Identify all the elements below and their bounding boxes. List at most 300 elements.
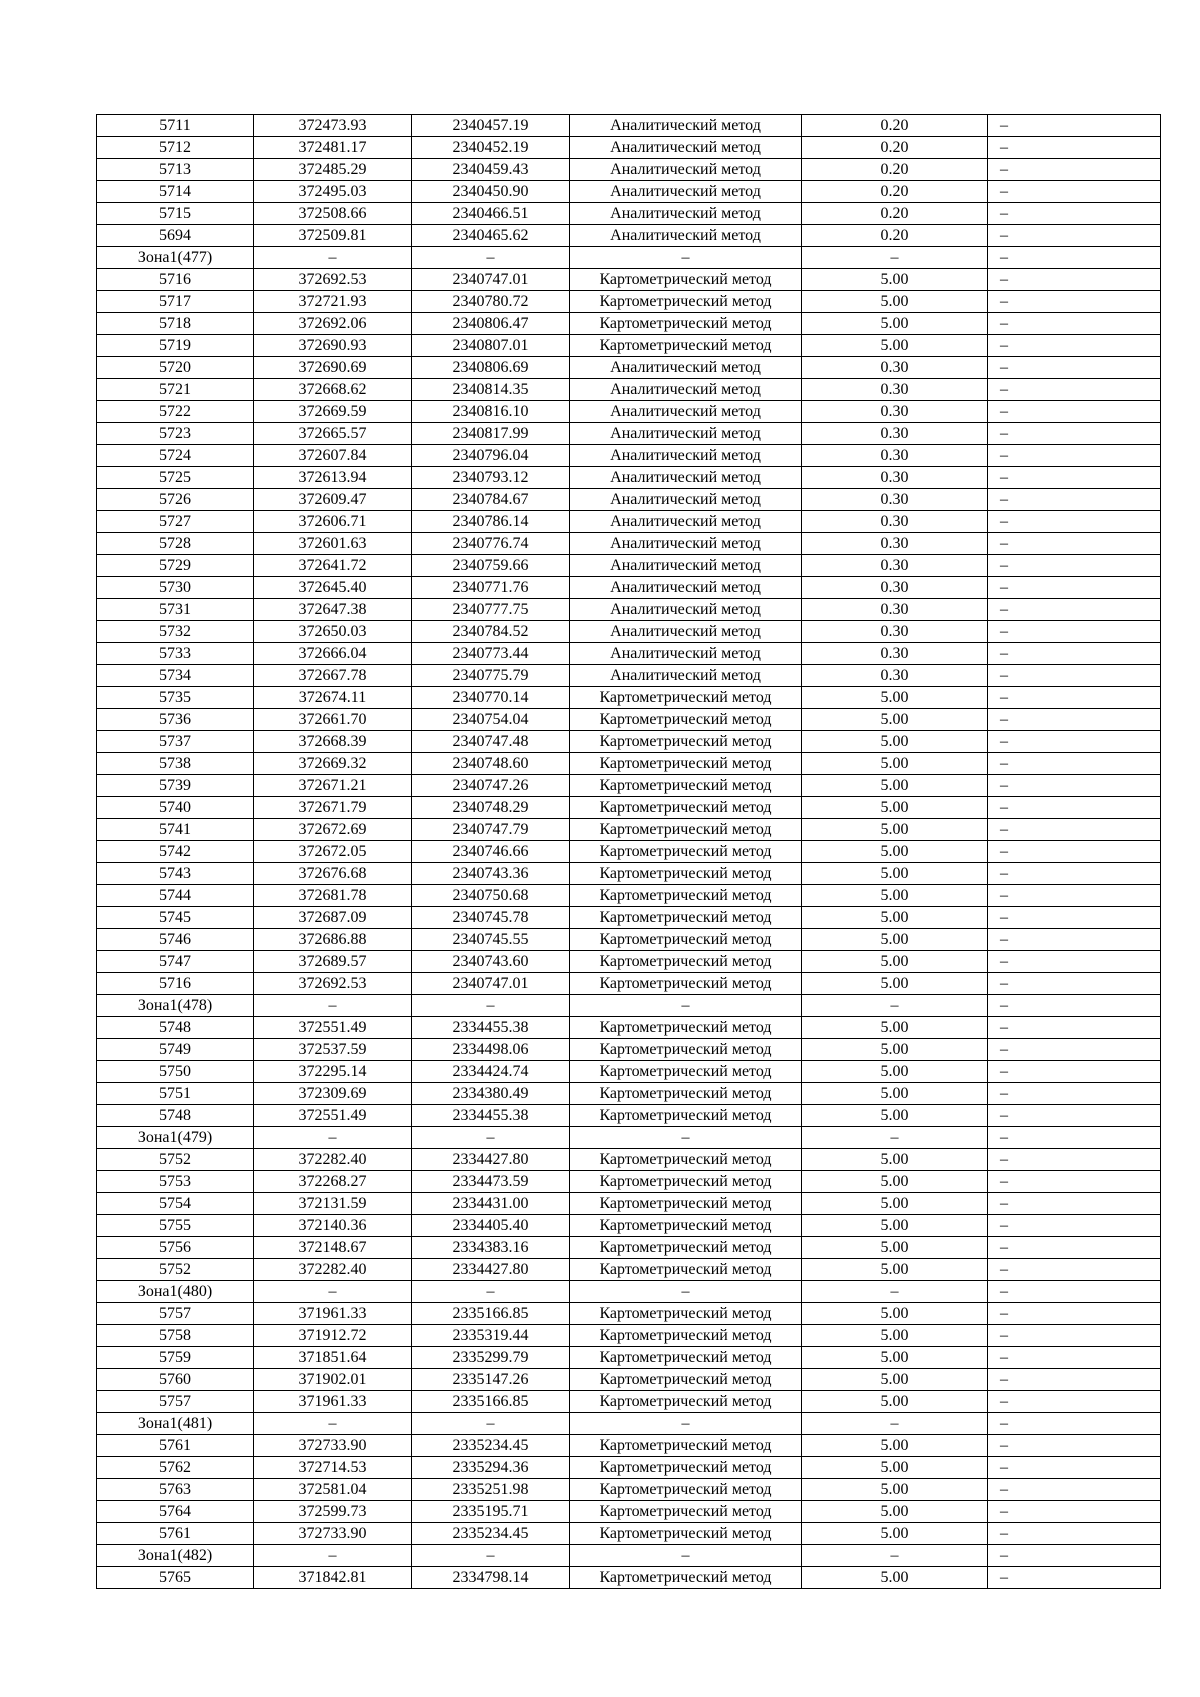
method-cell: Картометрический метод xyxy=(570,1347,802,1369)
method-cell: Картометрический метод xyxy=(570,1083,802,1105)
y-coordinate-cell: 2335166.85 xyxy=(412,1391,570,1413)
point-number-cell: 5754 xyxy=(97,1193,254,1215)
accuracy-cell: 0.30 xyxy=(802,665,988,687)
accuracy-cell: 0.20 xyxy=(802,203,988,225)
accuracy-cell: 5.00 xyxy=(802,1523,988,1545)
point-number-cell: 5716 xyxy=(97,973,254,995)
y-coordinate-cell: 2335195.71 xyxy=(412,1501,570,1523)
x-coordinate-cell: 372551.49 xyxy=(254,1105,412,1127)
zone-header-row xyxy=(97,1127,1161,1149)
accuracy-cell: 5.00 xyxy=(802,687,988,709)
y-coordinate-cell: 2334427.80 xyxy=(412,1259,570,1281)
x-coordinate-cell: 372687.09 xyxy=(254,907,412,929)
method-cell: Картометрический метод xyxy=(570,1369,802,1391)
error-cell: – xyxy=(988,1523,1161,1545)
method-cell: Аналитический метод xyxy=(570,225,802,247)
point-number-cell: 5694 xyxy=(97,225,254,247)
table-row xyxy=(97,1567,1161,1589)
point-number-cell: 5738 xyxy=(97,753,254,775)
error-cell: – xyxy=(988,1567,1161,1589)
table-row xyxy=(97,555,1161,577)
point-number-cell: Зона1(482) xyxy=(97,1545,254,1567)
point-number-cell: 5741 xyxy=(97,819,254,841)
accuracy-cell: 5.00 xyxy=(802,951,988,973)
table-row xyxy=(97,291,1161,313)
point-number-cell: 5722 xyxy=(97,401,254,423)
method-cell: Картометрический метод xyxy=(570,709,802,731)
method-cell: Картометрический метод xyxy=(570,1391,802,1413)
accuracy-cell: 5.00 xyxy=(802,1347,988,1369)
method-cell: Картометрический метод xyxy=(570,819,802,841)
accuracy-cell: 5.00 xyxy=(802,885,988,907)
y-coordinate-cell: 2340807.01 xyxy=(412,335,570,357)
point-number-cell: 5719 xyxy=(97,335,254,357)
zone-header-row xyxy=(97,1545,1161,1567)
y-coordinate-cell: – xyxy=(412,1281,570,1303)
error-cell: – xyxy=(988,423,1161,445)
x-coordinate-cell: 372509.81 xyxy=(254,225,412,247)
point-number-cell: 5724 xyxy=(97,445,254,467)
error-cell: – xyxy=(988,159,1161,181)
x-coordinate-cell: 372681.78 xyxy=(254,885,412,907)
point-number-cell: 5753 xyxy=(97,1171,254,1193)
accuracy-cell: 5.00 xyxy=(802,1039,988,1061)
accuracy-cell: 0.20 xyxy=(802,181,988,203)
point-number-cell: 5730 xyxy=(97,577,254,599)
point-number-cell: 5751 xyxy=(97,1083,254,1105)
error-cell: – xyxy=(988,1215,1161,1237)
point-number-cell: 5723 xyxy=(97,423,254,445)
x-coordinate-cell: 372671.79 xyxy=(254,797,412,819)
point-number-cell: 5726 xyxy=(97,489,254,511)
point-number-cell: 5748 xyxy=(97,1017,254,1039)
y-coordinate-cell: 2340747.48 xyxy=(412,731,570,753)
method-cell: Картометрический метод xyxy=(570,1479,802,1501)
table-row xyxy=(97,885,1161,907)
y-coordinate-cell: 2340747.79 xyxy=(412,819,570,841)
method-cell: Аналитический метод xyxy=(570,401,802,423)
x-coordinate-cell: 372481.17 xyxy=(254,137,412,159)
x-coordinate-cell: 372668.39 xyxy=(254,731,412,753)
table-row xyxy=(97,335,1161,357)
zone-header-row xyxy=(97,995,1161,1017)
table-row xyxy=(97,1435,1161,1457)
y-coordinate-cell: 2334380.49 xyxy=(412,1083,570,1105)
point-number-cell: 5761 xyxy=(97,1435,254,1457)
method-cell: Аналитический метод xyxy=(570,379,802,401)
point-number-cell: 5742 xyxy=(97,841,254,863)
error-cell: – xyxy=(988,687,1161,709)
error-cell: – xyxy=(988,225,1161,247)
accuracy-cell: 5.00 xyxy=(802,973,988,995)
y-coordinate-cell: 2340743.36 xyxy=(412,863,570,885)
table-row xyxy=(97,225,1161,247)
table-row xyxy=(97,159,1161,181)
table-row xyxy=(97,1457,1161,1479)
table-row xyxy=(97,137,1161,159)
y-coordinate-cell: 2340747.01 xyxy=(412,973,570,995)
point-number-cell: 5733 xyxy=(97,643,254,665)
table-row xyxy=(97,1215,1161,1237)
error-cell: – xyxy=(988,643,1161,665)
point-number-cell: 5732 xyxy=(97,621,254,643)
x-coordinate-cell: 372668.62 xyxy=(254,379,412,401)
x-coordinate-cell: 372672.05 xyxy=(254,841,412,863)
accuracy-cell: 5.00 xyxy=(802,269,988,291)
error-cell: – xyxy=(988,665,1161,687)
method-cell: Картометрический метод xyxy=(570,1061,802,1083)
table-row xyxy=(97,1501,1161,1523)
y-coordinate-cell: 2340748.29 xyxy=(412,797,570,819)
x-coordinate-cell: 372647.38 xyxy=(254,599,412,621)
method-cell: Картометрический метод xyxy=(570,1237,802,1259)
table-row xyxy=(97,1017,1161,1039)
y-coordinate-cell: 2340747.01 xyxy=(412,269,570,291)
table-row xyxy=(97,687,1161,709)
y-coordinate-cell: 2340745.78 xyxy=(412,907,570,929)
point-number-cell: 5711 xyxy=(97,115,254,137)
error-cell: – xyxy=(988,335,1161,357)
x-coordinate-cell: 372551.49 xyxy=(254,1017,412,1039)
y-coordinate-cell: 2334798.14 xyxy=(412,1567,570,1589)
error-cell: – xyxy=(988,819,1161,841)
y-coordinate-cell: 2340773.44 xyxy=(412,643,570,665)
table-row xyxy=(97,181,1161,203)
y-coordinate-cell: 2340784.52 xyxy=(412,621,570,643)
x-coordinate-cell: 372601.63 xyxy=(254,533,412,555)
method-cell: – xyxy=(570,1545,802,1567)
error-cell: – xyxy=(988,1237,1161,1259)
y-coordinate-cell: 2340793.12 xyxy=(412,467,570,489)
table-row xyxy=(97,511,1161,533)
error-cell: – xyxy=(988,621,1161,643)
table-row xyxy=(97,1479,1161,1501)
error-cell: – xyxy=(988,885,1161,907)
point-number-cell: 5713 xyxy=(97,159,254,181)
zone-header-row xyxy=(97,1281,1161,1303)
x-coordinate-cell: 372609.47 xyxy=(254,489,412,511)
accuracy-cell: 5.00 xyxy=(802,335,988,357)
accuracy-cell: 5.00 xyxy=(802,1479,988,1501)
accuracy-cell: 5.00 xyxy=(802,1171,988,1193)
coordinates-table-body xyxy=(97,115,1161,1589)
error-cell: – xyxy=(988,775,1161,797)
point-number-cell: 5747 xyxy=(97,951,254,973)
x-coordinate-cell: 372674.11 xyxy=(254,687,412,709)
x-coordinate-cell: 372666.04 xyxy=(254,643,412,665)
x-coordinate-cell: 372667.78 xyxy=(254,665,412,687)
method-cell: – xyxy=(570,1281,802,1303)
x-coordinate-cell: 372690.93 xyxy=(254,335,412,357)
accuracy-cell: 5.00 xyxy=(802,841,988,863)
table-row xyxy=(97,1105,1161,1127)
x-coordinate-cell: 372690.69 xyxy=(254,357,412,379)
point-number-cell: 5739 xyxy=(97,775,254,797)
x-coordinate-cell: – xyxy=(254,247,412,269)
method-cell: Аналитический метод xyxy=(570,489,802,511)
table-row xyxy=(97,577,1161,599)
point-number-cell: 5744 xyxy=(97,885,254,907)
y-coordinate-cell: 2340754.04 xyxy=(412,709,570,731)
table-row xyxy=(97,401,1161,423)
y-coordinate-cell: 2340771.76 xyxy=(412,577,570,599)
y-coordinate-cell: 2340817.99 xyxy=(412,423,570,445)
method-cell: Картометрический метод xyxy=(570,1215,802,1237)
x-coordinate-cell: 372692.06 xyxy=(254,313,412,335)
accuracy-cell: 5.00 xyxy=(802,1105,988,1127)
table-row xyxy=(97,1369,1161,1391)
table-row xyxy=(97,1171,1161,1193)
x-coordinate-cell: 371912.72 xyxy=(254,1325,412,1347)
method-cell: Картометрический метод xyxy=(570,1501,802,1523)
y-coordinate-cell: 2340745.55 xyxy=(412,929,570,951)
point-number-cell: 5757 xyxy=(97,1303,254,1325)
accuracy-cell: 5.00 xyxy=(802,1325,988,1347)
accuracy-cell: 0.30 xyxy=(802,511,988,533)
method-cell: Картометрический метод xyxy=(570,1567,802,1589)
error-cell: – xyxy=(988,313,1161,335)
x-coordinate-cell: 372607.84 xyxy=(254,445,412,467)
method-cell: Картометрический метод xyxy=(570,1325,802,1347)
point-number-cell: 5717 xyxy=(97,291,254,313)
table-row xyxy=(97,1347,1161,1369)
x-coordinate-cell: 372669.59 xyxy=(254,401,412,423)
accuracy-cell: 5.00 xyxy=(802,1369,988,1391)
method-cell: Картометрический метод xyxy=(570,335,802,357)
error-cell: – xyxy=(988,1017,1161,1039)
method-cell: – xyxy=(570,1127,802,1149)
table-row xyxy=(97,709,1161,731)
point-number-cell: 5750 xyxy=(97,1061,254,1083)
error-cell: – xyxy=(988,137,1161,159)
method-cell: Картометрический метод xyxy=(570,973,802,995)
y-coordinate-cell: – xyxy=(412,1413,570,1435)
error-cell: – xyxy=(988,1325,1161,1347)
error-cell: – xyxy=(988,1193,1161,1215)
y-coordinate-cell: 2335251.98 xyxy=(412,1479,570,1501)
error-cell: – xyxy=(988,973,1161,995)
accuracy-cell: 5.00 xyxy=(802,731,988,753)
error-cell: – xyxy=(988,1039,1161,1061)
method-cell: Аналитический метод xyxy=(570,159,802,181)
table-row xyxy=(97,841,1161,863)
x-coordinate-cell: 372148.67 xyxy=(254,1237,412,1259)
error-cell: – xyxy=(988,511,1161,533)
table-row xyxy=(97,621,1161,643)
x-coordinate-cell: 371961.33 xyxy=(254,1303,412,1325)
error-cell: – xyxy=(988,379,1161,401)
error-cell: – xyxy=(988,1369,1161,1391)
y-coordinate-cell: 2334431.00 xyxy=(412,1193,570,1215)
point-number-cell: 5729 xyxy=(97,555,254,577)
y-coordinate-cell: 2334405.40 xyxy=(412,1215,570,1237)
x-coordinate-cell: – xyxy=(254,1281,412,1303)
y-coordinate-cell: 2340776.74 xyxy=(412,533,570,555)
y-coordinate-cell: 2334455.38 xyxy=(412,1017,570,1039)
accuracy-cell: 5.00 xyxy=(802,1193,988,1215)
accuracy-cell: 0.20 xyxy=(802,225,988,247)
point-number-cell: 5759 xyxy=(97,1347,254,1369)
y-coordinate-cell: 2340806.69 xyxy=(412,357,570,379)
table-row xyxy=(97,379,1161,401)
point-number-cell: 5755 xyxy=(97,1215,254,1237)
error-cell: – xyxy=(988,731,1161,753)
y-coordinate-cell: 2340743.60 xyxy=(412,951,570,973)
error-cell: – xyxy=(988,1083,1161,1105)
table-row xyxy=(97,753,1161,775)
x-coordinate-cell: – xyxy=(254,1545,412,1567)
x-coordinate-cell: 372714.53 xyxy=(254,1457,412,1479)
table-row xyxy=(97,1391,1161,1413)
point-number-cell: 5763 xyxy=(97,1479,254,1501)
point-number-cell: 5721 xyxy=(97,379,254,401)
x-coordinate-cell: 372692.53 xyxy=(254,973,412,995)
x-coordinate-cell: 372131.59 xyxy=(254,1193,412,1215)
point-number-cell: 5743 xyxy=(97,863,254,885)
accuracy-cell: – xyxy=(802,247,988,269)
method-cell: – xyxy=(570,247,802,269)
y-coordinate-cell: 2334455.38 xyxy=(412,1105,570,1127)
x-coordinate-cell: 372645.40 xyxy=(254,577,412,599)
accuracy-cell: 5.00 xyxy=(802,291,988,313)
point-number-cell: Зона1(478) xyxy=(97,995,254,1017)
point-number-cell: 5716 xyxy=(97,269,254,291)
accuracy-cell: 0.30 xyxy=(802,357,988,379)
method-cell: Аналитический метод xyxy=(570,533,802,555)
point-number-cell: 5720 xyxy=(97,357,254,379)
error-cell: – xyxy=(988,1457,1161,1479)
table-row xyxy=(97,907,1161,929)
accuracy-cell: 5.00 xyxy=(802,863,988,885)
error-cell: – xyxy=(988,401,1161,423)
error-cell: – xyxy=(988,181,1161,203)
point-number-cell: 5752 xyxy=(97,1149,254,1171)
error-cell: – xyxy=(988,1545,1161,1567)
method-cell: Картометрический метод xyxy=(570,775,802,797)
method-cell: – xyxy=(570,1413,802,1435)
point-number-cell: 5728 xyxy=(97,533,254,555)
x-coordinate-cell: 372672.69 xyxy=(254,819,412,841)
x-coordinate-cell: 372473.93 xyxy=(254,115,412,137)
point-number-cell: 5740 xyxy=(97,797,254,819)
table-row xyxy=(97,533,1161,555)
point-number-cell: Зона1(480) xyxy=(97,1281,254,1303)
accuracy-cell: 5.00 xyxy=(802,1391,988,1413)
x-coordinate-cell: 372309.69 xyxy=(254,1083,412,1105)
error-cell: – xyxy=(988,247,1161,269)
accuracy-cell: 5.00 xyxy=(802,1017,988,1039)
table-row xyxy=(97,951,1161,973)
error-cell: – xyxy=(988,599,1161,621)
method-cell: Картометрический метод xyxy=(570,951,802,973)
y-coordinate-cell: 2340806.47 xyxy=(412,313,570,335)
accuracy-cell: 0.30 xyxy=(802,533,988,555)
method-cell: Картометрический метод xyxy=(570,753,802,775)
x-coordinate-cell: 372692.53 xyxy=(254,269,412,291)
table-row xyxy=(97,357,1161,379)
y-coordinate-cell: 2340747.26 xyxy=(412,775,570,797)
coordinates-table xyxy=(96,114,1161,1589)
method-cell: Картометрический метод xyxy=(570,731,802,753)
y-coordinate-cell: 2334427.80 xyxy=(412,1149,570,1171)
accuracy-cell: 5.00 xyxy=(802,819,988,841)
table-row xyxy=(97,1193,1161,1215)
table-row xyxy=(97,665,1161,687)
accuracy-cell: – xyxy=(802,1413,988,1435)
x-coordinate-cell: – xyxy=(254,995,412,1017)
accuracy-cell: 0.30 xyxy=(802,577,988,599)
y-coordinate-cell: 2334424.74 xyxy=(412,1061,570,1083)
y-coordinate-cell: 2340759.66 xyxy=(412,555,570,577)
error-cell: – xyxy=(988,863,1161,885)
x-coordinate-cell: 372599.73 xyxy=(254,1501,412,1523)
method-cell: Аналитический метод xyxy=(570,643,802,665)
point-number-cell: Зона1(477) xyxy=(97,247,254,269)
accuracy-cell: 0.30 xyxy=(802,643,988,665)
y-coordinate-cell: 2340784.67 xyxy=(412,489,570,511)
error-cell: – xyxy=(988,445,1161,467)
y-coordinate-cell: – xyxy=(412,1127,570,1149)
point-number-cell: 5757 xyxy=(97,1391,254,1413)
method-cell: Картометрический метод xyxy=(570,1039,802,1061)
y-coordinate-cell: 2334383.16 xyxy=(412,1237,570,1259)
method-cell: Картометрический метод xyxy=(570,1435,802,1457)
error-cell: – xyxy=(988,709,1161,731)
x-coordinate-cell: 372485.29 xyxy=(254,159,412,181)
accuracy-cell: – xyxy=(802,1281,988,1303)
error-cell: – xyxy=(988,1061,1161,1083)
point-number-cell: 5727 xyxy=(97,511,254,533)
point-number-cell: Зона1(481) xyxy=(97,1413,254,1435)
x-coordinate-cell: 372268.27 xyxy=(254,1171,412,1193)
accuracy-cell: 0.30 xyxy=(802,555,988,577)
accuracy-cell: 5.00 xyxy=(802,313,988,335)
error-cell: – xyxy=(988,753,1161,775)
accuracy-cell: 0.20 xyxy=(802,159,988,181)
point-number-cell: 5765 xyxy=(97,1567,254,1589)
x-coordinate-cell: 372537.59 xyxy=(254,1039,412,1061)
x-coordinate-cell: – xyxy=(254,1127,412,1149)
method-cell: Картометрический метод xyxy=(570,863,802,885)
table-row xyxy=(97,731,1161,753)
x-coordinate-cell: 371842.81 xyxy=(254,1567,412,1589)
accuracy-cell: 0.30 xyxy=(802,599,988,621)
method-cell: Картометрический метод xyxy=(570,1259,802,1281)
method-cell: Картометрический метод xyxy=(570,929,802,951)
table-row xyxy=(97,599,1161,621)
y-coordinate-cell: 2335147.26 xyxy=(412,1369,570,1391)
accuracy-cell: 5.00 xyxy=(802,1083,988,1105)
y-coordinate-cell: – xyxy=(412,1545,570,1567)
table-row xyxy=(97,1039,1161,1061)
y-coordinate-cell: 2340465.62 xyxy=(412,225,570,247)
table-row xyxy=(97,1303,1161,1325)
method-cell: Аналитический метод xyxy=(570,577,802,599)
accuracy-cell: 0.30 xyxy=(802,489,988,511)
method-cell: Аналитический метод xyxy=(570,181,802,203)
x-coordinate-cell: 372282.40 xyxy=(254,1259,412,1281)
accuracy-cell: 5.00 xyxy=(802,1061,988,1083)
accuracy-cell: 0.30 xyxy=(802,379,988,401)
table-row xyxy=(97,445,1161,467)
x-coordinate-cell: 372295.14 xyxy=(254,1061,412,1083)
y-coordinate-cell: 2340796.04 xyxy=(412,445,570,467)
x-coordinate-cell: 372721.93 xyxy=(254,291,412,313)
accuracy-cell: – xyxy=(802,1545,988,1567)
point-number-cell: 5734 xyxy=(97,665,254,687)
accuracy-cell: 5.00 xyxy=(802,797,988,819)
accuracy-cell: 0.20 xyxy=(802,115,988,137)
